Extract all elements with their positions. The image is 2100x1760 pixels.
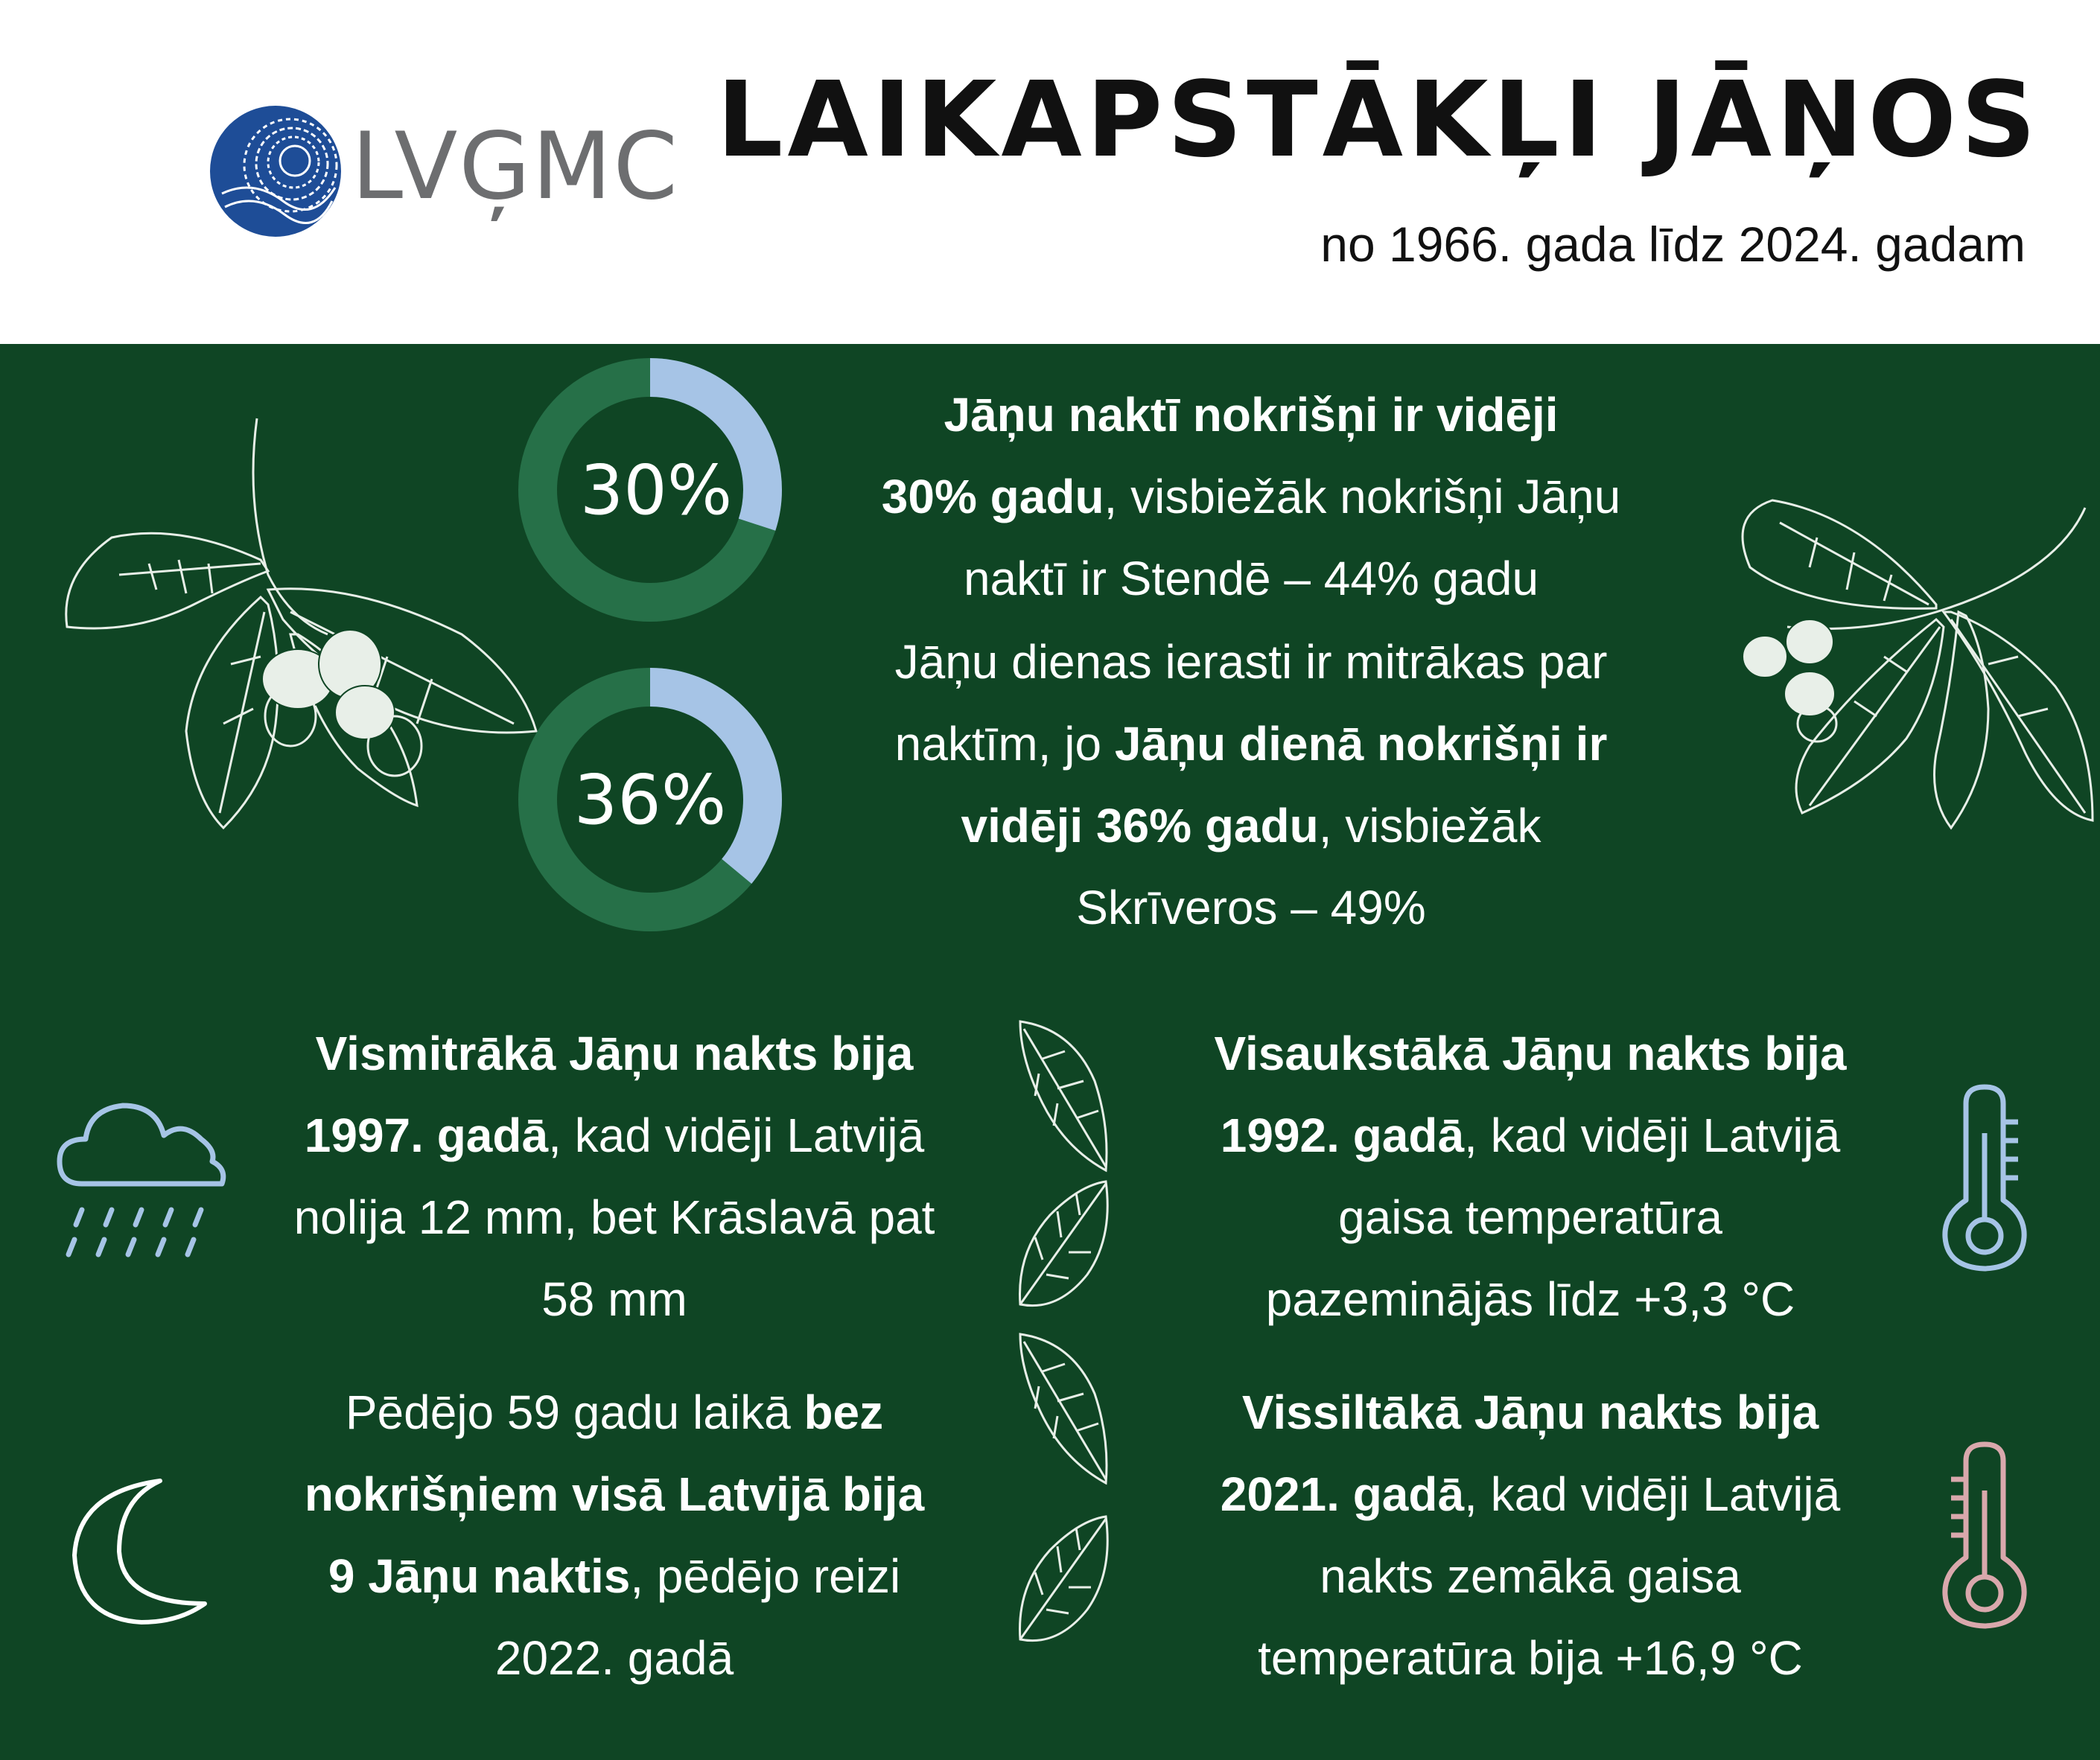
wettest-l2-rest: , kad vidēji Latvijā — [548, 1109, 925, 1162]
oak-leaf-icon — [1020, 1021, 1107, 1170]
donut-label-night: 30% — [579, 450, 733, 530]
night-precip-l1: Jāņu naktī nokrišņi ir vidēji — [944, 388, 1559, 441]
warmest-l2-bold: 2021. gadā — [1220, 1467, 1465, 1521]
page-title: LAIKAPSTĀKĻI JĀŅOS — [716, 60, 2040, 181]
oak-leaf-icon — [1020, 1334, 1107, 1483]
day-precip-l3-bold: vidēji 36% gadu — [961, 799, 1319, 852]
day-precip-l4: Skrīveros – 49% — [1076, 881, 1426, 934]
donut-label-day: 36% — [573, 760, 727, 840]
night-precip-l3: naktī ir Stendē – 44% gadu — [963, 552, 1539, 605]
coldest-night-text — [1132, 1013, 1929, 1340]
day-precip-l2-bold: Jāņu dienā nokrišņi ir — [1114, 717, 1608, 771]
warmest-night-text — [1132, 1371, 1929, 1699]
coldest-l2-bold: 1992. gadā — [1220, 1109, 1465, 1162]
dry-l2: nokrišņiem visā Latvijā bija — [304, 1467, 925, 1521]
wettest-l4: 58 mm — [541, 1272, 687, 1326]
oak-branch-left-icon — [45, 411, 566, 887]
dry-l3-bold: 9 Jāņu naktis — [328, 1549, 631, 1603]
oak-leaf-icon — [1020, 1517, 1108, 1641]
wettest-night-text — [223, 1013, 1005, 1340]
donut-chart-night — [516, 356, 784, 624]
coldest-l4: pazeminājās līdz +3,3 °C — [1265, 1272, 1795, 1326]
lvgmc-globe-icon — [209, 104, 343, 238]
dry-l4: 2022. gadā — [494, 1631, 734, 1685]
warmest-l2-rest: , kad vidēji Latvijā — [1464, 1467, 1841, 1521]
day-precip-l2-pre: naktīm, jo — [894, 717, 1115, 771]
wettest-l3: nolija 12 mm, bet Krāslavā pat — [293, 1190, 935, 1244]
oak-leaf-icon — [1020, 1182, 1108, 1306]
rain-cloud-icon — [52, 1087, 231, 1281]
day-precip-l3-rest: , visbiežāk — [1318, 799, 1541, 852]
main-panel — [0, 344, 2100, 1760]
coldest-l2-rest: , kad vidēji Latvijā — [1464, 1109, 1841, 1162]
night-precip-text — [789, 374, 1713, 619]
logo-text: LVĢMC — [351, 113, 679, 220]
crescent-moon-icon — [67, 1470, 216, 1633]
warmest-l4: temperatūra bija +16,9 °C — [1258, 1631, 1803, 1685]
page-subtitle: no 1966. gada līdz 2024. gadam — [1320, 217, 2026, 272]
coldest-l3: gaisa temperatūra — [1338, 1190, 1722, 1244]
dry-l1-pre: Pēdējo 59 gadu laikā — [345, 1386, 804, 1439]
day-precip-l1: Jāņu dienas ierasti ir mitrākas par — [894, 635, 1608, 689]
thermometer-warm-icon — [1936, 1438, 2033, 1632]
thermometer-cold-icon — [1936, 1081, 2033, 1275]
donut-chart-day — [516, 666, 784, 934]
dry-nights-text — [223, 1371, 1005, 1699]
header — [0, 0, 2100, 344]
dry-l3-rest: , pēdējo reizi — [630, 1549, 901, 1603]
wettest-l2-bold: 1997. gadā — [304, 1109, 549, 1162]
day-precip-text — [789, 621, 1713, 948]
warmest-l1: Vissiltākā Jāņu nakts bija — [1241, 1386, 1819, 1439]
night-precip-l2-bold: 30% gadu — [881, 470, 1104, 523]
coldest-l1: Visaukstākā Jāņu nakts bija — [1214, 1027, 1847, 1080]
lvgmc-logo — [209, 97, 679, 246]
oak-leaf-divider — [1005, 1014, 1124, 1684]
warmest-l3: nakts zemākā gaisa — [1320, 1549, 1741, 1603]
night-precip-l2-rest: , visbiežāk nokrišņi Jāņu — [1104, 470, 1621, 523]
dry-l1-bold: bez — [804, 1386, 884, 1439]
wettest-l1: Vismitrākā Jāņu nakts bija — [315, 1027, 914, 1080]
